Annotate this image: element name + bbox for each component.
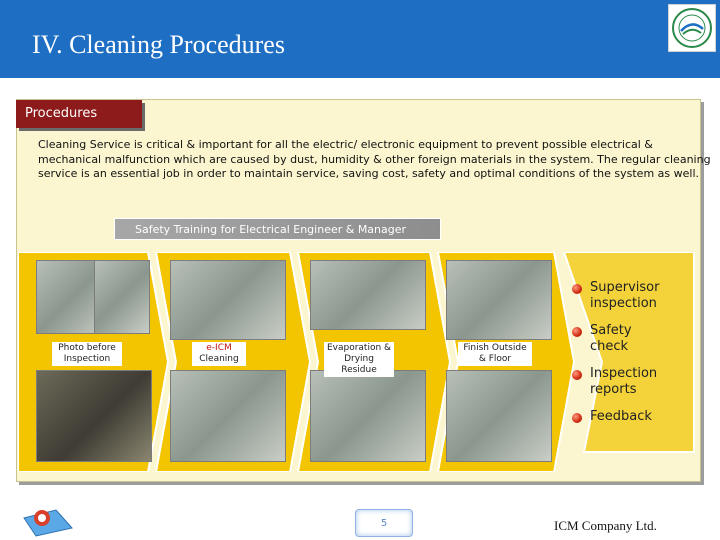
- red-ball-bullet-icon: [572, 327, 582, 337]
- step-label-text: Cleaning: [199, 354, 239, 364]
- checklist-item-feedback: Feedback: [590, 409, 652, 424]
- checklist-item-reports: Inspection reports: [590, 366, 658, 397]
- procedure-description: Cleaning Service is critical & important for all the electric/ electronic equipment to prevent possible electrical & mechanical malfunction which are caused by dust, humidity & other foreign materials in the system. The regular cleaning service is an essential job in order to maintain service, saving cost, safety and optimal conditions of the system as well.: [38, 138, 711, 180]
- red-ball-bullet-icon: [572, 370, 582, 380]
- photo-cabinet-cleaning: [170, 260, 286, 340]
- footer-logo: [22, 506, 76, 538]
- photo-technician-inspection: [94, 260, 150, 334]
- photo-worker-cable-check: [36, 370, 152, 462]
- step-label-e-icm-cleaning: [192, 342, 246, 366]
- photo-floor-finish: [446, 370, 552, 462]
- step-label-accent: e-ICM: [206, 343, 232, 353]
- step-label-photo-before: Photo before Inspection: [52, 342, 122, 366]
- red-ball-bullet-icon: [572, 284, 582, 294]
- company-name: ICM Company Ltd.: [554, 518, 657, 533]
- photo-evaporation-panel: [310, 370, 426, 462]
- page-number: 5: [355, 509, 413, 537]
- step-label-finish: Finish Outside & Floor: [458, 342, 532, 366]
- page-title: IV. Cleaning Procedures: [32, 30, 285, 59]
- title-bar: [0, 0, 720, 78]
- photo-spray-cleaning: [170, 370, 286, 462]
- step-label-evaporation: Evaporation & Drying Residue: [324, 342, 394, 377]
- checklist-item-supervisor: Supervisor inspection: [590, 280, 660, 311]
- photo-finish-outside: [446, 260, 552, 340]
- procedures-tab: Procedures: [16, 100, 142, 128]
- safety-training-banner: Safety Training for Electrical Engineer & Manager: [114, 218, 441, 240]
- company-seal-logo: [668, 4, 716, 52]
- photo-drying-panel: [310, 260, 426, 330]
- red-ball-bullet-icon: [572, 413, 582, 423]
- checklist-item-safety: Safety check: [590, 323, 632, 354]
